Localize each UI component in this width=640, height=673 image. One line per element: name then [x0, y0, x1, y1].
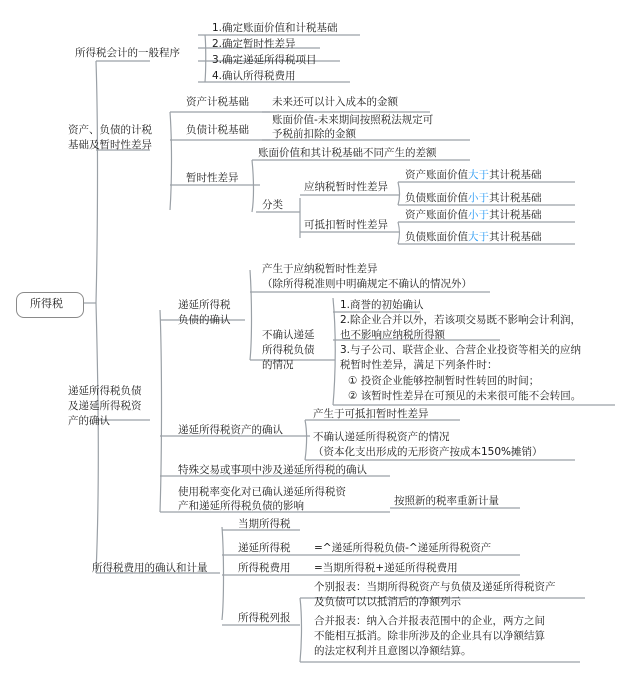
consolidated-statement: 合并报表：纳入合并报表范围中的企业，两方之间: [314, 615, 545, 627]
dtl-condition: ② 该暂时性差异在可预见的未来很可能不会转回。: [348, 390, 582, 402]
rate-change-result: 按照新的税率重新计量: [394, 495, 499, 507]
basis-label: 资产、负债的计税: [68, 124, 152, 136]
dtl-label: 负债的确认: [178, 314, 231, 326]
dta-not-recognize: （资本化支出形成的无形资产按成本150%摊销）: [313, 446, 543, 458]
deductible-item: [405, 230, 542, 244]
asset-basis-desc: 未来还可以计入成本的金额: [272, 96, 398, 108]
relation-greater: 大于: [468, 169, 489, 181]
relation-less: 小于: [468, 209, 489, 221]
taxable-item-post: 其计税基础: [489, 192, 542, 204]
relation-less: 小于: [468, 192, 489, 204]
dtl-exception: 1.商誉的初始确认: [340, 299, 424, 311]
dtl-condition: ① 投资企业能够控制暂时性转回的时间；: [348, 375, 540, 387]
dtl-exception: 也不影响应纳税所得额: [340, 329, 445, 341]
presentation-label: 所得税列报: [238, 612, 291, 624]
deductible-item: [405, 208, 542, 222]
consolidated-statement: 的法定权利并且意图以净额结算。: [314, 645, 472, 657]
dtl-exception: 3.与子公司、联营企业、合营企业投资等相关的应纳: [340, 344, 582, 356]
dtl-label: 递延所得税: [178, 299, 231, 311]
dta-label: 递延所得税资产的确认: [178, 424, 283, 436]
dtl-not-recognize-label: 所得税负债: [262, 344, 315, 356]
temp-diff-label: 暂时性差异: [186, 172, 239, 184]
basis-label: 基础及暂时性差异: [68, 139, 152, 151]
dtl-exception: 税暂时性差异，满足下列条件时：: [340, 359, 498, 371]
taxable-item-post: 其计税基础: [489, 169, 542, 181]
deferred-tax-formula: =^递延所得税负债-^递延所得税资产: [314, 542, 492, 554]
liability-basis-label: 负债计税基础: [186, 124, 249, 136]
procedure-step: 3.确定递延所得税项目: [212, 54, 317, 66]
deferred-label: 及递延所得税资: [68, 400, 142, 412]
deferred-tax-label: 递延所得税: [238, 542, 291, 554]
dtl-not-recognize-label: 的情况: [262, 359, 294, 371]
taxable-item: [405, 191, 542, 205]
deferred-label: 递延所得税负债: [68, 385, 142, 397]
asset-basis-label: 资产计税基础: [186, 96, 249, 108]
taxable-item-pre: 负债账面价值: [405, 192, 468, 204]
relation-greater: 大于: [468, 231, 489, 243]
taxable-diff-label: 应纳税暂时性差异: [304, 181, 388, 193]
procedure-label: 所得税会计的一般程序: [75, 47, 180, 59]
dtl-arise: （除所得税准则中明确规定不确认的情况外）: [262, 278, 472, 290]
deductible-diff-label: 可抵扣暂时性差异: [304, 219, 388, 231]
procedure-step: 2.确定暂时性差异: [212, 38, 296, 50]
dtl-exception: 2.除企业合并以外，若该项交易既不影响会计利润，: [340, 314, 582, 326]
deferred-label: 产的确认: [68, 415, 110, 427]
deductible-item-post: 其计税基础: [489, 209, 542, 221]
temp-diff-desc: 账面价值和其计税基础不同产生的差额: [258, 147, 437, 159]
root-label: 所得税: [30, 297, 63, 310]
consolidated-statement: 不能相互抵消。除非所涉及的企业具有以净额结算: [314, 630, 545, 642]
taxable-item: [405, 168, 542, 182]
individual-statement: 及负债可以以抵消后的净额列示: [314, 596, 461, 608]
dtl-arise: 产生于应纳税暂时性差异: [262, 263, 378, 275]
rate-change-label: 使用税率变化对已确认递延所得税资: [178, 486, 346, 498]
liability-basis-desc: 予税前扣除的金额: [272, 128, 356, 140]
expense-label: 所得税费用的确认和计量: [92, 562, 208, 574]
tax-expense-label: 所得税费用: [238, 562, 291, 574]
deductible-item-pre: 资产账面价值: [405, 209, 468, 221]
taxable-item-pre: 资产账面价值: [405, 169, 468, 181]
dta-arise: 产生于可抵扣暂时性差异: [313, 408, 429, 420]
classification-label: 分类: [262, 199, 283, 211]
current-tax-label: 当期所得税: [238, 518, 291, 530]
liability-basis-desc: 账面价值-未来期间按照税法规定可: [272, 114, 434, 126]
deductible-item-pre: 负债账面价值: [405, 231, 468, 243]
dtl-not-recognize-label: 不确认递延: [262, 329, 315, 341]
dta-not-recognize: 不确认递延所得税资产的情况: [313, 431, 450, 443]
procedure-step: 4.确认所得税费用: [212, 70, 296, 82]
tax-expense-formula: =当期所得税+递延所得税费用: [314, 562, 458, 574]
rate-change-label: 产和递延所得税负债的影响: [178, 500, 304, 512]
procedure-step: 1.确定账面价值和计税基础: [212, 22, 338, 34]
special-transactions: 特殊交易或事项中涉及递延所得税的确认: [178, 464, 367, 476]
deductible-item-post: 其计税基础: [489, 231, 542, 243]
individual-statement: 个别报表：当期所得税资产与负债及递延所得税资产: [314, 581, 556, 593]
